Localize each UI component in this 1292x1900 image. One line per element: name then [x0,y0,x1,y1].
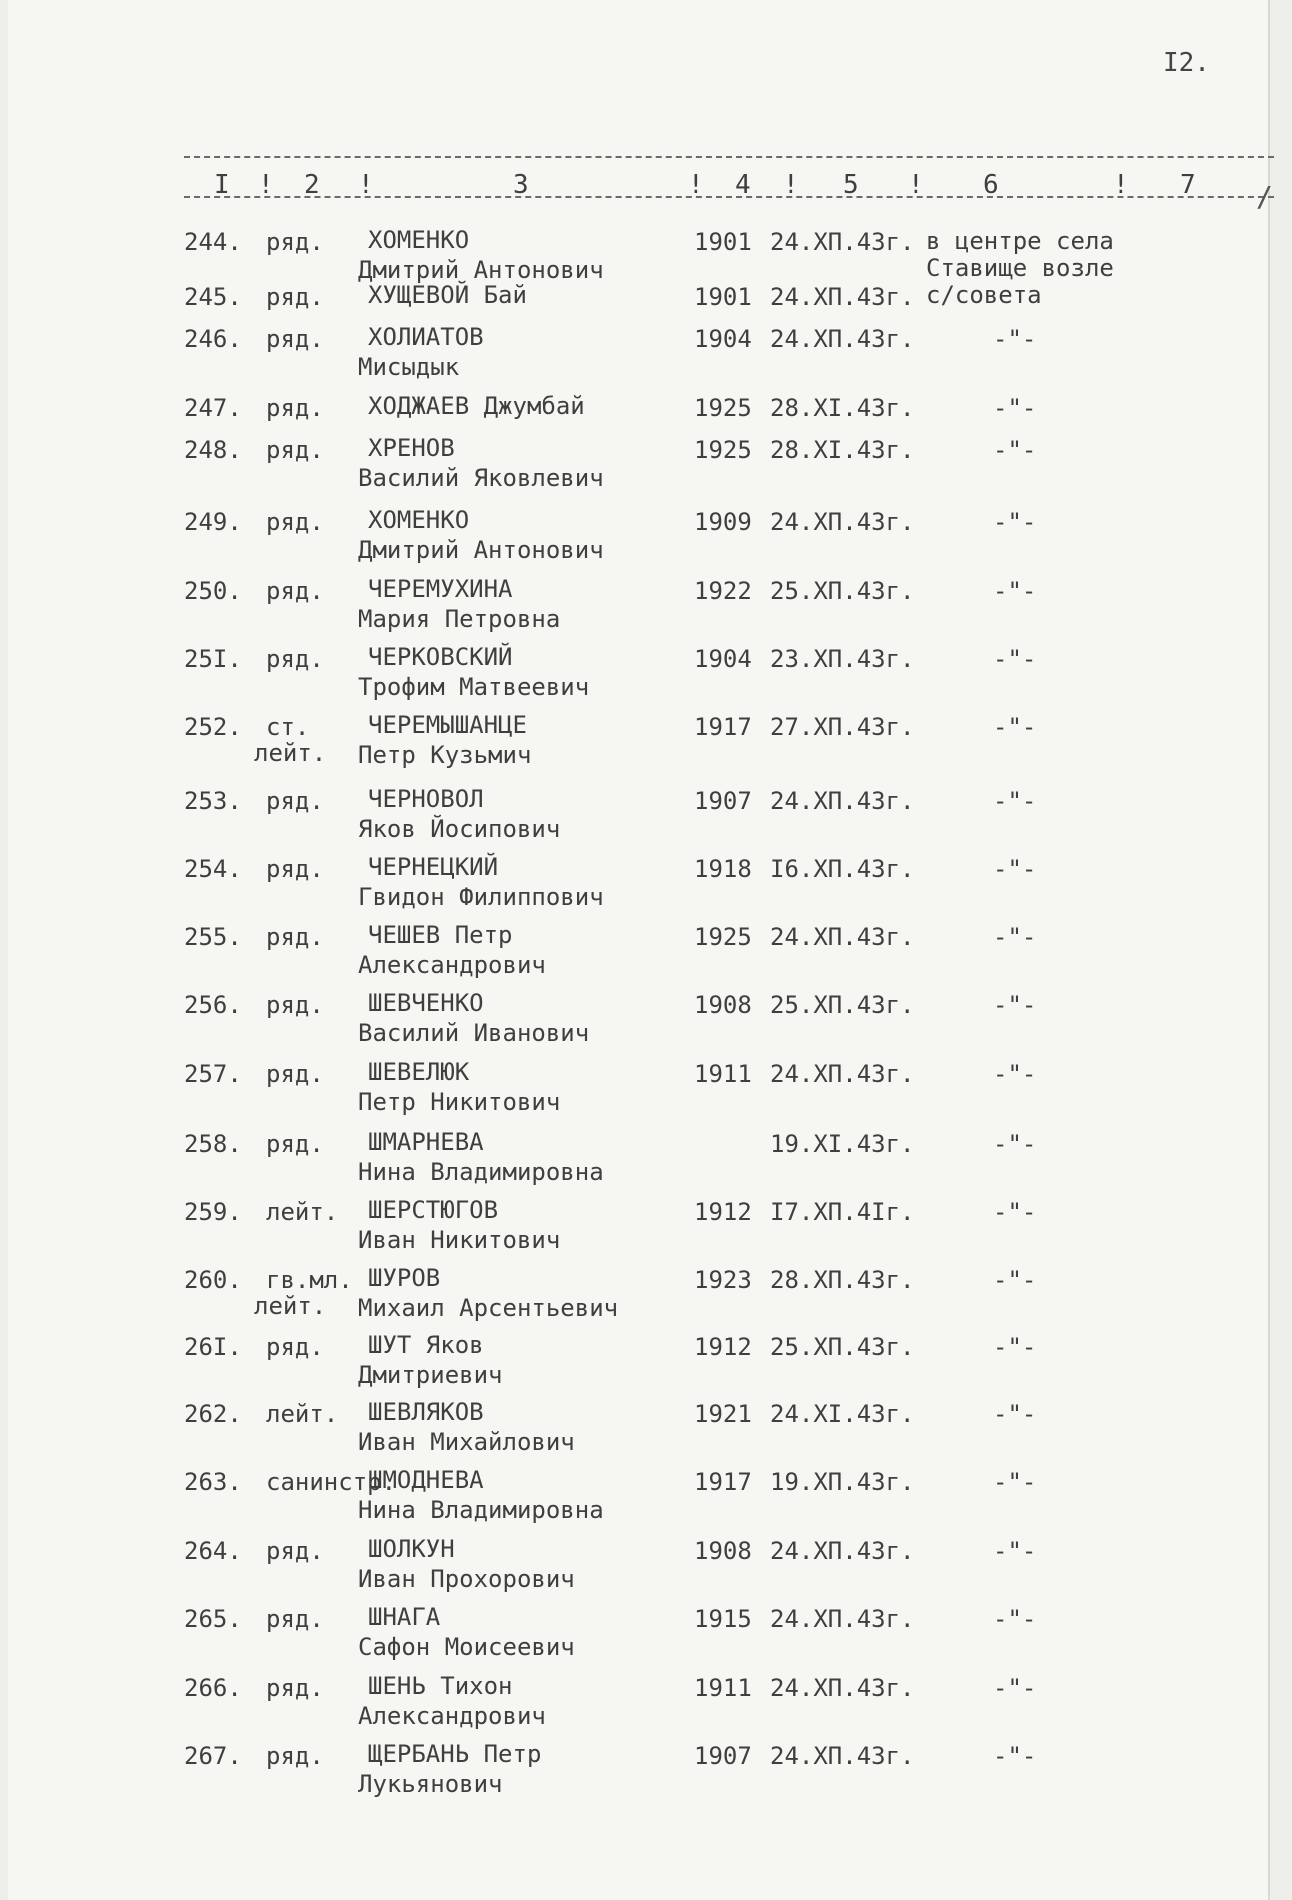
header-col-1: I [214,170,230,200]
death-date: 24.ХП.43г. [770,787,915,815]
birth-year: 1904 [694,645,752,673]
death-date: 24.ХП.43г. [770,228,915,256]
death-date: 19.ХI.43г. [770,1130,915,1158]
page-number: I2. [1163,48,1210,78]
military-rank: ряд. [266,1742,324,1770]
death-date: 24.ХП.43г. [770,1742,915,1770]
row-number: 248. [184,436,242,464]
header-separator: ! [1113,170,1129,200]
burial-place: -"- [993,436,1037,464]
death-date: 24.ХП.43г. [770,283,915,311]
surname: ШЕВЧЕНКО [368,989,484,1017]
birth-year: 1923 [694,1266,752,1294]
row-number: 252. [184,713,242,741]
burial-place: в центре села Ставище возле с/совета [926,227,1114,309]
header-rule-top [184,156,1274,158]
military-rank: ряд. [266,394,324,422]
death-date: 24.ХП.43г. [770,508,915,536]
row-number: 265. [184,1605,242,1633]
header-col-4: 4 [735,170,751,200]
military-rank: ряд. [266,991,324,1019]
given-names: Александрович [358,1702,546,1730]
row-number: 257. [184,1060,242,1088]
birth-year: 1901 [694,283,752,311]
row-number: 245. [184,283,242,311]
header-slash: / [1256,180,1273,213]
surname: ЧЕРКОВСКИЙ [368,643,513,671]
given-names: Дмитрий Антонович [358,256,604,284]
surname: ЧЕРНОВОЛ [368,785,484,813]
surname: ШЕНЬ Тихон [368,1672,513,1700]
death-date: 25.ХП.43г. [770,991,915,1019]
burial-place: -"- [993,1198,1037,1226]
military-rank: ряд. [266,436,324,464]
row-number: 254. [184,855,242,883]
birth-year: 1922 [694,577,752,605]
death-date: 28.ХП.43г. [770,1266,915,1294]
given-names: Мисыдык [358,353,460,381]
burial-place: -"- [993,1605,1037,1633]
surname: ШЕВЛЯКОВ [368,1398,484,1426]
header-separator: ! [358,170,374,200]
birth-year: 1904 [694,325,752,353]
given-names: Трофим Матвеевич [358,673,590,701]
death-date: 24.ХП.43г. [770,325,915,353]
birth-year: 1912 [694,1198,752,1226]
military-rank: ряд. [266,1060,324,1088]
surname: ХОМЕНКО [368,506,470,534]
death-date: 24.ХI.43г. [770,1400,915,1428]
given-names: Михаил Арсентьевич [358,1294,619,1322]
birth-year: 1911 [694,1674,752,1702]
given-names: Яков Йосипович [358,815,561,843]
death-date: 24.ХП.43г. [770,923,915,951]
row-number: 253. [184,787,242,815]
burial-place: -"- [993,1060,1037,1088]
surname: ШЕВЕЛЮК [368,1058,470,1086]
given-names: Петр Никитович [358,1088,561,1116]
surname: ШМАРНЕВА [368,1128,484,1156]
birth-year: 1925 [694,394,752,422]
given-names: Нина Владимировна [358,1158,604,1186]
given-names: Иван Прохорович [358,1565,575,1593]
burial-place: -"- [993,1130,1037,1158]
burial-place: -"- [993,923,1037,951]
given-names: Дмитриевич [358,1361,503,1389]
birth-year: 1918 [694,855,752,883]
row-number: 258. [184,1130,242,1158]
military-rank-line2: лейт. [254,739,327,767]
given-names: Александрович [358,951,546,979]
header-rule-bottom [184,196,1274,198]
birth-year: 1925 [694,923,752,951]
death-date: 24.ХП.43г. [770,1537,915,1565]
row-number: 250. [184,577,242,605]
burial-place: -"- [993,787,1037,815]
military-rank: ряд. [266,1130,324,1158]
row-number: 267. [184,1742,242,1770]
birth-year: 1901 [694,228,752,256]
military-rank: гв.мл. [266,1266,353,1294]
birth-year: 1915 [694,1605,752,1633]
header-col-5: 5 [843,170,859,200]
header-separator: ! [783,170,799,200]
burial-place: -"- [993,713,1037,741]
given-names: Мария Петровна [358,605,561,633]
burial-place: -"- [993,577,1037,605]
death-date: 28.ХI.43г. [770,436,915,464]
surname: ШМОДНЕВА [368,1466,484,1494]
birth-year: 1907 [694,1742,752,1770]
row-number: 246. [184,325,242,353]
header-col-7: 7 [1180,170,1196,200]
surname: ШУТ Яков [368,1331,484,1359]
header-col-3: 3 [513,170,529,200]
row-number: 263. [184,1468,242,1496]
death-date: 28.ХI.43г. [770,394,915,422]
military-rank: ряд. [266,577,324,605]
surname: ШНАГА [368,1603,441,1631]
birth-year: 1921 [694,1400,752,1428]
surname: ЩЕРБАНЬ Петр [368,1740,542,1768]
row-number: 247. [184,394,242,422]
given-names: Сафон Моисеевич [358,1633,575,1661]
military-rank: ряд. [266,855,324,883]
burial-place: -"- [993,1742,1037,1770]
row-number: 244. [184,228,242,256]
surname: ЧЕРЕМУХИНА [368,575,513,603]
row-number: 260. [184,1266,242,1294]
surname: ХУЩЕВОЙ Бай [368,281,527,309]
burial-place: -"- [993,508,1037,536]
surname: ШУРОВ [368,1264,441,1292]
burial-place: -"- [993,1266,1037,1294]
burial-place: -"- [993,1468,1037,1496]
header-separator: ! [688,170,704,200]
header-separator: ! [908,170,924,200]
row-number: 256. [184,991,242,1019]
birth-year: 1917 [694,1468,752,1496]
death-date: 27.ХП.43г. [770,713,915,741]
birth-year: 1909 [694,508,752,536]
header-separator: ! [258,170,274,200]
surname: ХОДЖАЕВ Джумбай [368,392,585,420]
military-rank: ряд. [266,923,324,951]
birth-year: 1911 [694,1060,752,1088]
surname: ШОЛКУН [368,1535,455,1563]
birth-year: 1912 [694,1333,752,1361]
death-date: I6.ХП.43г. [770,855,915,883]
surname: ХОМЕНКО [368,226,470,254]
birth-year: 1925 [694,436,752,464]
military-rank: ряд. [266,1674,324,1702]
military-rank: ряд. [266,787,324,815]
surname: ХОЛИАТОВ [368,323,484,351]
military-rank: ряд. [266,645,324,673]
death-date: 19.ХП.43г. [770,1468,915,1496]
given-names: Петр Кузьмич [358,741,532,769]
given-names: Василий Иванович [358,1019,590,1047]
death-date: 25.ХП.43г. [770,577,915,605]
given-names: Дмитрий Антонович [358,536,604,564]
burial-place: -"- [993,394,1037,422]
death-date: 23.ХП.43г. [770,645,915,673]
surname: ХРЕНОВ [368,434,455,462]
header-col-2: 2 [304,170,320,200]
surname: ЧЕРНЕЦКИЙ [368,853,499,881]
burial-place: -"- [993,1537,1037,1565]
burial-place: -"- [993,1333,1037,1361]
burial-place: -"- [993,1400,1037,1428]
burial-place: -"- [993,645,1037,673]
given-names: Василий Яковлевич [358,464,604,492]
table-header [8,170,1270,200]
death-date: 24.ХП.43г. [770,1060,915,1088]
death-date: 25.ХП.43г. [770,1333,915,1361]
given-names: Гвидон Филиппович [358,883,604,911]
given-names: Лукьянович [358,1770,503,1798]
burial-place: -"- [993,325,1037,353]
burial-place: -"- [993,1674,1037,1702]
row-number: 25I. [184,645,242,673]
military-rank: ряд. [266,325,324,353]
given-names: Нина Владимировна [358,1496,604,1524]
surname: ЧЕШЕВ Петр [368,921,513,949]
given-names: Иван Михайлович [358,1428,575,1456]
row-number: 262. [184,1400,242,1428]
military-rank: лейт. [266,1400,339,1428]
burial-place: -"- [993,991,1037,1019]
row-number: 249. [184,508,242,536]
military-rank: санинстр. [266,1468,397,1496]
burial-place: -"- [993,855,1037,883]
military-rank: ряд. [266,283,324,311]
death-date: 24.ХП.43г. [770,1605,915,1633]
death-date: 24.ХП.43г. [770,1674,915,1702]
row-number: 255. [184,923,242,951]
birth-year: 1908 [694,991,752,1019]
given-names: Иван Никитович [358,1226,561,1254]
birth-year: 1908 [694,1537,752,1565]
death-date: I7.ХП.4Iг. [770,1198,915,1226]
row-number: 26I. [184,1333,242,1361]
military-rank-line2: лейт. [254,1292,327,1320]
birth-year: 1907 [694,787,752,815]
military-rank: ряд. [266,228,324,256]
surname: ШЕРСТЮГОВ [368,1196,499,1224]
row-number: 259. [184,1198,242,1226]
surname: ЧЕРЕМЫШАНЦЕ [368,711,527,739]
military-rank: ряд. [266,1605,324,1633]
row-number: 264. [184,1537,242,1565]
military-rank: ряд. [266,1333,324,1361]
military-rank: ряд. [266,1537,324,1565]
birth-year: 1917 [694,713,752,741]
row-number: 266. [184,1674,242,1702]
header-col-6: 6 [983,170,999,200]
document-page [8,0,1273,1900]
military-rank: ряд. [266,508,324,536]
military-rank: лейт. [266,1198,339,1226]
military-rank: ст. [266,713,310,741]
